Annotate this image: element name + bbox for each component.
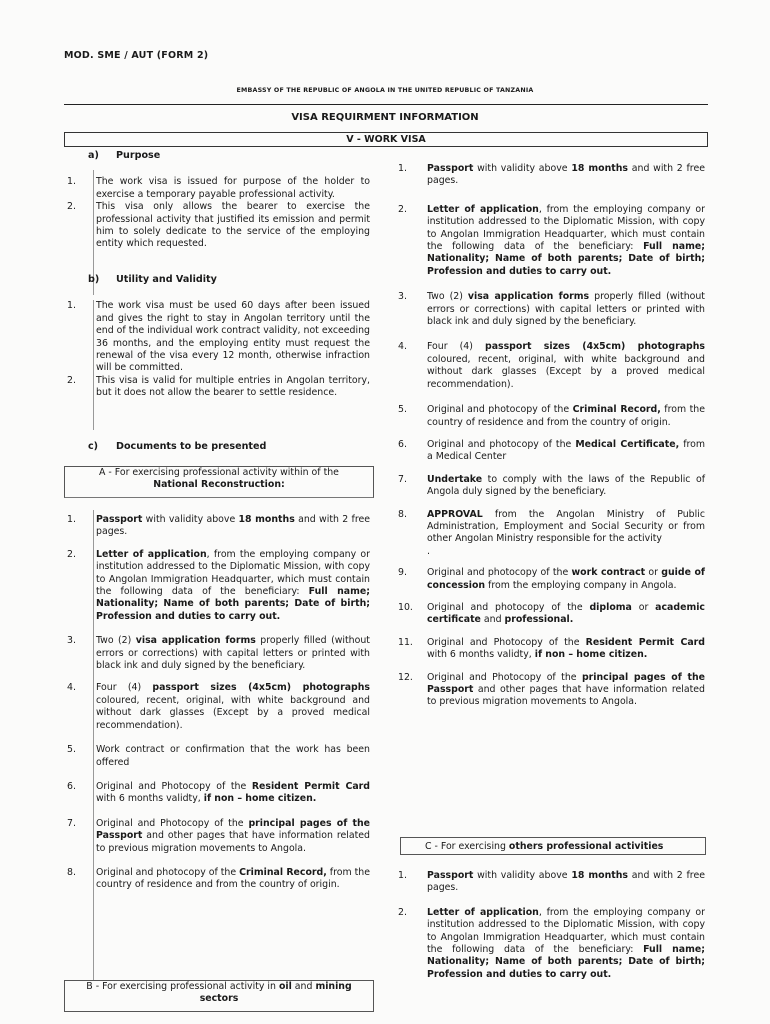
list-item: 7. Undertake to comply with the laws of the Republic of Angola duly signed by the beneficiary. — [398, 473, 705, 498]
list-item: 2. This visa only allows the bearer to exercise the professional activity that justified its emission and permit him to solely dedicate to the service of the employing entity which requested. — [67, 201, 370, 250]
section-a-box — [64, 466, 374, 498]
list-item: 6. Original and photocopy of the Medical Certificate, from a Medical Center — [398, 438, 706, 463]
list-item: 5. Original and photocopy of the Criminal Record, from the country of residence and from the country of origin. — [398, 404, 705, 428]
list-item: 1. Passport with validity above 18 months and with 2 free pages. — [67, 514, 370, 538]
header-rule — [64, 104, 708, 105]
utility-section — [64, 274, 370, 400]
document-title: VISA REQUIRMENT INFORMATION — [291, 112, 479, 123]
list-item: 11. Original and Photocopy of the Resident Permit Card with 6 months validty, if non – home citizen. — [398, 636, 706, 661]
list-item: 4. Four (4) passport sizes (4x5cm) photographs coloured, recent, original, with white background and without dark glasses (Except by a proved medical recommendation). — [67, 682, 370, 731]
documents-section — [64, 441, 370, 453]
list-item: 7. Original and Photocopy of the principal pages of the Passport and other pages that have information related to previous migration movements to Angola. — [67, 817, 370, 854]
documents-heading: c) Documents to be presented — [88, 441, 267, 452]
utility-heading: b) Utility and Validity — [88, 274, 217, 285]
section-b-box — [64, 980, 374, 1012]
section-c-box: C - For exercising others professional activities — [400, 837, 706, 855]
list-item: 2. This visa is valid for multiple entries in Angolan territory, but it does not allow the bearer to settle residence. — [67, 374, 370, 399]
list-item: 2. Letter of application, from the employing company or institution addressed to the Diplomatic Mission, with copy to Angolan Immigration Headquarter, which must contain the following data of the beneficiary: Full name; Nationality; Name of both parents; Date of birth; Profession and duties to carry out. — [398, 203, 705, 277]
visa-type-box: V - WORK VISA — [64, 132, 708, 147]
list-item: 8. Original and photocopy of the Criminal Record, from the country of residence and from the country of origin. — [67, 866, 370, 891]
section-a-list — [64, 514, 370, 892]
right-list — [398, 163, 705, 709]
section-b-line1: B - For exercising professional activity in oil and mining — [86, 981, 352, 992]
list-item: 2. Letter of application, from the employing company or institution addressed to the Diplomatic Mission, with copy to Angolan Immigration Headquarter, which must contain the following data of the beneficiary: Full name; Nationality; Name of both parents; Date of birth; Profession and duties to carry out. — [398, 906, 705, 980]
form-code: MOD. SME / AUT (FORM 2) — [64, 50, 209, 61]
list-item: 10. Original and photocopy of the diploma or academic certificate and professional. — [398, 601, 705, 626]
section-a-line2: National Reconstruction: — [153, 479, 285, 491]
list-item: 3. Two (2) visa application forms properly filled (without errors or corrections) with capital letters or printed with black ink and duly signed by the beneficiary. — [67, 635, 370, 672]
list-item: 4. Four (4) passport sizes (4x5cm) photographs coloured, recent, original, with white background and without dark glasses (Except by a proved medical recommendation). — [398, 341, 705, 390]
embassy-name: EMBASSY OF THE REPUBLIC OF ANGOLA IN THE UNITED REPUBLIC OF TANZANIA — [236, 87, 534, 94]
list-item: 3. Two (2) visa application forms properly filled (without errors or corrections) with capital letters or printed with black ink and duly signed by the beneficiary. — [398, 291, 705, 328]
list-item: 1. Passport with validity above 18 months and with 2 free pages. — [398, 870, 705, 894]
list-item: 12. Original and Photocopy of the principal pages of the Passport and other pages that have information related to previous migration movements to Angola. — [398, 671, 705, 708]
section-a-line1: A - For exercising professional activity within of the — [99, 467, 339, 478]
section-c-list — [398, 870, 705, 981]
purpose-section — [64, 150, 370, 251]
list-item: 1. Passport with validity above 18 months and with 2 free pages. — [398, 163, 705, 187]
section-b-line2: sectors — [199, 993, 239, 1005]
purpose-heading: a) Purpose — [88, 150, 161, 161]
list-item: 1. The work visa is issued for purpose of the holder to exercise a temporary payable professional activity. — [67, 176, 370, 200]
list-item: 6. Original and Photocopy of the Resident Permit Card with 6 months validty, if non – home citizen. — [67, 780, 371, 805]
list-item: 8. APPROVAL from the Angolan Ministry of Public Administration, Employment and Social Security or from other Angolan Ministry responsible for the activity . — [398, 508, 705, 557]
list-item: 9. Original and photocopy of the work contract or guide of concession from the employing company in Angola. — [398, 567, 705, 591]
list-item: 2. Letter of application, from the employing company or institution addressed to the Diplomatic Mission, with copy to Angolan Immigration Headquarter, which must contain the following data of the beneficiary: Full name; Nationality; Name of both parents; Date of birth; Profession and duties to carry out. — [67, 548, 370, 622]
list-item: 5. Work contract or confirmation that the work has been offered — [67, 744, 370, 768]
list-item: 1. The work visa must be used 60 days after been issued and gives the right to stay in Angolan territory until the end of the individual work contract validity, not exceeding 36 months, and the employing entity must request the renewal of the visa every 12 month, otherwise infraction will be committed. — [67, 300, 370, 374]
